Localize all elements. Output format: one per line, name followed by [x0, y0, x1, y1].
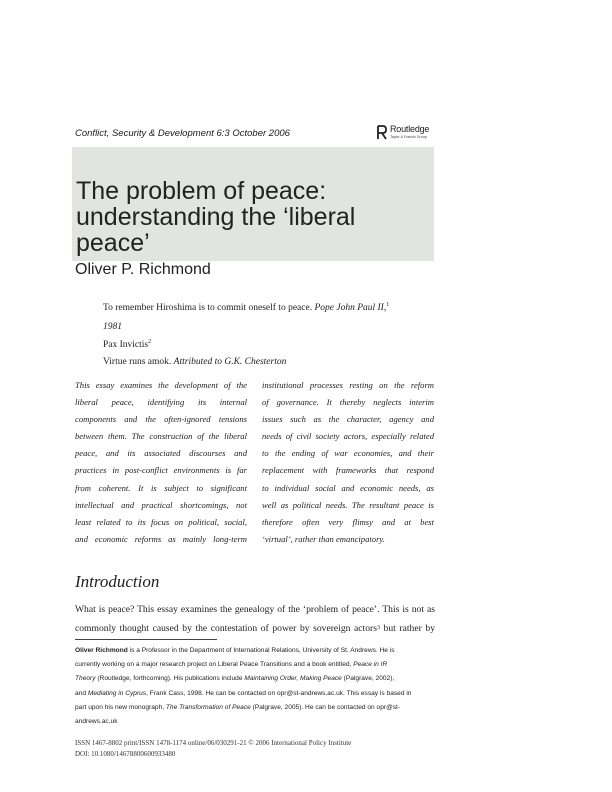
epigraph-1-year: 1981 [103, 322, 122, 332]
abstract-line: to the ending of war economies, and their [262, 448, 434, 459]
abstract-line: therefore often very flimsy and at best [262, 516, 434, 527]
abstract-line: This essay examines the development of the [75, 380, 247, 390]
epigraph-attribution: Pope John Paul II, [314, 303, 387, 313]
abstract-line: of governance. It thereby neglects interim [262, 397, 434, 408]
routledge-logo-icon [376, 124, 388, 141]
body-line: commonly thought caused by the contestation of power by sovereign actors$^3$ but rather by [75, 623, 435, 634]
bio-line: Theory (Routledge, forthcoming). His publications include Maintaining Order, Making Peace (Palgrave, 2002), [75, 675, 395, 683]
abstract-line: needs of civil society actors, especially related [262, 431, 434, 442]
bio-line: and Mediating in Cyprus, Frank Cass, 1998. He can be contacted on opr@st-andrews.ac.uk. This essay is based in [75, 689, 412, 697]
footnote-ref: 3 [376, 625, 380, 631]
bio-line: part upon his new monograph, The Transformation of Peace (Palgrave, 2005). He can be contacted on opr@st- [75, 703, 401, 711]
page-footer [75, 738, 351, 760]
bio-name: Oliver Richmond [75, 647, 128, 654]
abstract-right-column [262, 377, 434, 548]
abstract-line: least related to its focus on political, social, [75, 516, 247, 527]
abstract-line: peace, and its associated discourses and [75, 448, 247, 459]
doi-line: DOI: 10.1080/14678800600933480 [75, 750, 176, 758]
abstract-line: issues such as the character, agency and [262, 414, 434, 425]
footnote-divider [75, 639, 217, 640]
abstract-line: components and the often-ignored tensions [75, 414, 247, 425]
abstract-line: ‘virtual’, rather than emancipatory. [262, 533, 385, 544]
title-line: understanding the ‘liberal [76, 203, 356, 231]
publisher-name: Routledge [390, 124, 430, 134]
body-line: What is peace? This essay examines the genealogy of the ‘problem of peace’. This is not as [75, 604, 435, 615]
section-heading: Introduction [75, 572, 160, 591]
abstract-line: to individual social and economic needs, as [262, 482, 434, 493]
bio-line: currently working on a major research project on Liberal Peace Transitions and a book entitled, Peace in IR [75, 661, 388, 669]
footnote-ref: 1 [386, 302, 390, 308]
abstract-line: from coherent. It is subject to significant [75, 482, 247, 493]
abstract-line: intellectual and practical shortcomings, not [75, 499, 247, 510]
abstract-left-column [75, 377, 247, 548]
issn-line: ISSN 1467-8802 print/ISSN 1478-1174 online/06/030291-21 © 2006 International Policy Institute [75, 739, 352, 747]
abstract-line: well as political needs. The resultant peace is [262, 499, 434, 510]
title-line: The problem of peace: [76, 177, 327, 205]
author-bio [75, 644, 437, 729]
abstract-line: institutional processes resting on the reform [262, 380, 434, 390]
abstract-line: between them. The construction of the liberal [75, 431, 247, 442]
epigraph-2: Pax Invictis$^2$ [103, 339, 152, 350]
body-text [75, 600, 435, 638]
abstract-line: liberal peace, identifying its internal [75, 397, 247, 408]
abstract-line: replacement with frameworks that respond [262, 465, 434, 476]
publisher-tagline: Taylor & Francis Group [390, 135, 427, 139]
bio-line: Oliver Richmond is a Professor in the Department of International Relations, University of St. Andrews. He is [75, 647, 395, 654]
abstract-line: and economic reforms as mainly long-term [75, 533, 247, 544]
title-line: peace’ [76, 229, 150, 257]
epigraph-attribution: Attributed to G.K. Chesterton [173, 357, 287, 367]
journal-citation: Conflict, Security & Development 6:3 October 2006 [75, 128, 290, 139]
article-author: Oliver P. Richmond [75, 261, 211, 278]
bio-line: andrews.ac.uk [75, 718, 118, 726]
publisher-logo [376, 124, 438, 142]
epigraph-1: To remember Hiroshima is to commit oneself to peace. Pope John Paul II,$^1$ [103, 302, 390, 313]
article-title [76, 178, 432, 256]
footnote-ref: 2 [148, 339, 152, 345]
abstract-line: practices in post-conflict environments is far [75, 465, 247, 476]
epigraph-3: Virtue runs amok. Attributed to G.K. Chesterton [103, 357, 287, 367]
